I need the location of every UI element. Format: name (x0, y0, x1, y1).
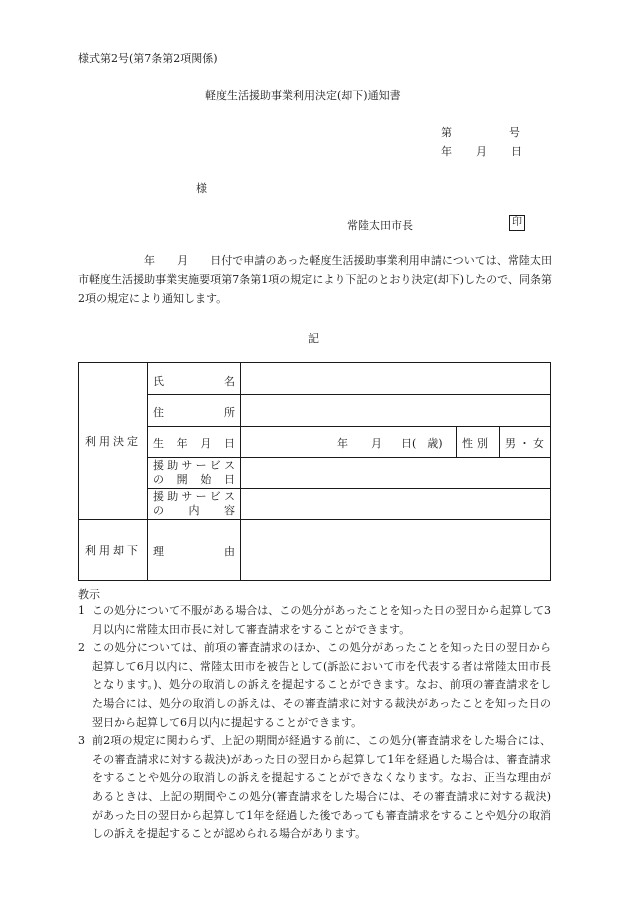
birth-day-age: 日( 歳) (401, 437, 443, 450)
date-year: 年 (441, 145, 452, 158)
gender-label: 性別 (462, 437, 492, 450)
instructions-heading: 教示 (78, 588, 100, 601)
ki-heading: 記 (308, 332, 319, 345)
instruction-number: 3 (78, 734, 85, 748)
name-label: 氏 名 (153, 375, 235, 388)
service-content-label-line2: の 内 容 (153, 504, 235, 517)
instruction-item (78, 732, 551, 844)
body-year: 年 (144, 254, 156, 267)
reason-label: 理 由 (153, 545, 235, 558)
decision-table (78, 362, 551, 581)
instruction-text: 前2項の規定に関わらず、上記の期間が経過する前に、この処分(審査請求をした場合には、その審査請求に対する裁決)があった日の翌日から起算して1年を経過した場合は、審査請求をすることや処分の取消しの訴えを提起することができなくなります。なお、正当な理由があるときは、上記の期間やこの処分(審査請求をした場合には、その審査請求に対する裁決)があった日の翌日から起算して1年を経過した後であっても審査請求をすることや処分の取消しの訴えを提起することが認められる場合があります。 (92, 734, 551, 841)
form-number: 様式第2号(第7条第2項関係) (78, 52, 218, 65)
address-label: 住 所 (153, 406, 235, 419)
date-day: 日 (511, 145, 522, 158)
body-month: 月 (177, 254, 189, 267)
instruction-text: この処分については、前項の審査請求のほか、この処分があったことを知った日の翌日から起算して6月以内に、常陸太田市を被告として(訴訟において市を代表する者は常陸太田市長となります。)、処分の取消しの訴えを提起することができます。なお、前項の審査請求をした場合には、処分の取消しの訴えは、その審査請求に対する裁決があったことを知った日の翌日から起算して6月以内に提起することができます。 (92, 641, 551, 729)
instructions-list (78, 602, 551, 844)
instruction-number: 2 (78, 641, 85, 655)
body-text: 日付で申請のあった軽度生活援助事業利用申請については、常陸太田市軽度生活援助事業実施要項第7条第1項の規定により下記のとおり決定(却下)したので、同条第2項の規定により通知します。 (78, 254, 553, 305)
service-start-label-line1: 援 助 サ ー ビ ス (153, 459, 235, 472)
service-start-label-line2: の 開 始 日 (153, 473, 235, 486)
issue-date-line (441, 143, 522, 159)
seal-mark: 印 (509, 215, 525, 231)
instruction-text: この処分について不服がある場合は、この処分があったことを知った日の翌日から起算して3月以内に常陸太田市長に対して審査請求をすることができます。 (92, 604, 551, 636)
instruction-number: 1 (78, 604, 85, 617)
group-decision-label: 利用決定 (85, 435, 141, 448)
number-prefix: 第 (441, 126, 452, 139)
birthdate-label: 生 年 月 日 (153, 437, 235, 450)
number-suffix: 号 (509, 126, 520, 139)
date-month: 月 (476, 145, 487, 158)
issuer-name: 常陸太田市長 (347, 219, 413, 232)
instruction-item (78, 639, 551, 732)
birth-month: 月 (371, 437, 382, 450)
document-title: 軽度生活援助事業利用決定(却下)通知書 (205, 89, 401, 102)
group-reject-label: 利用却下 (85, 544, 141, 557)
instruction-item (78, 602, 551, 639)
service-content-label-line1: 援 助 サ ー ビ ス (153, 490, 235, 503)
notice-body (78, 251, 552, 308)
gender-value: 男・女 (505, 437, 547, 450)
document-number-line (441, 124, 520, 140)
addressee-suffix: 様 (196, 182, 207, 195)
birth-year: 年 (337, 437, 348, 450)
